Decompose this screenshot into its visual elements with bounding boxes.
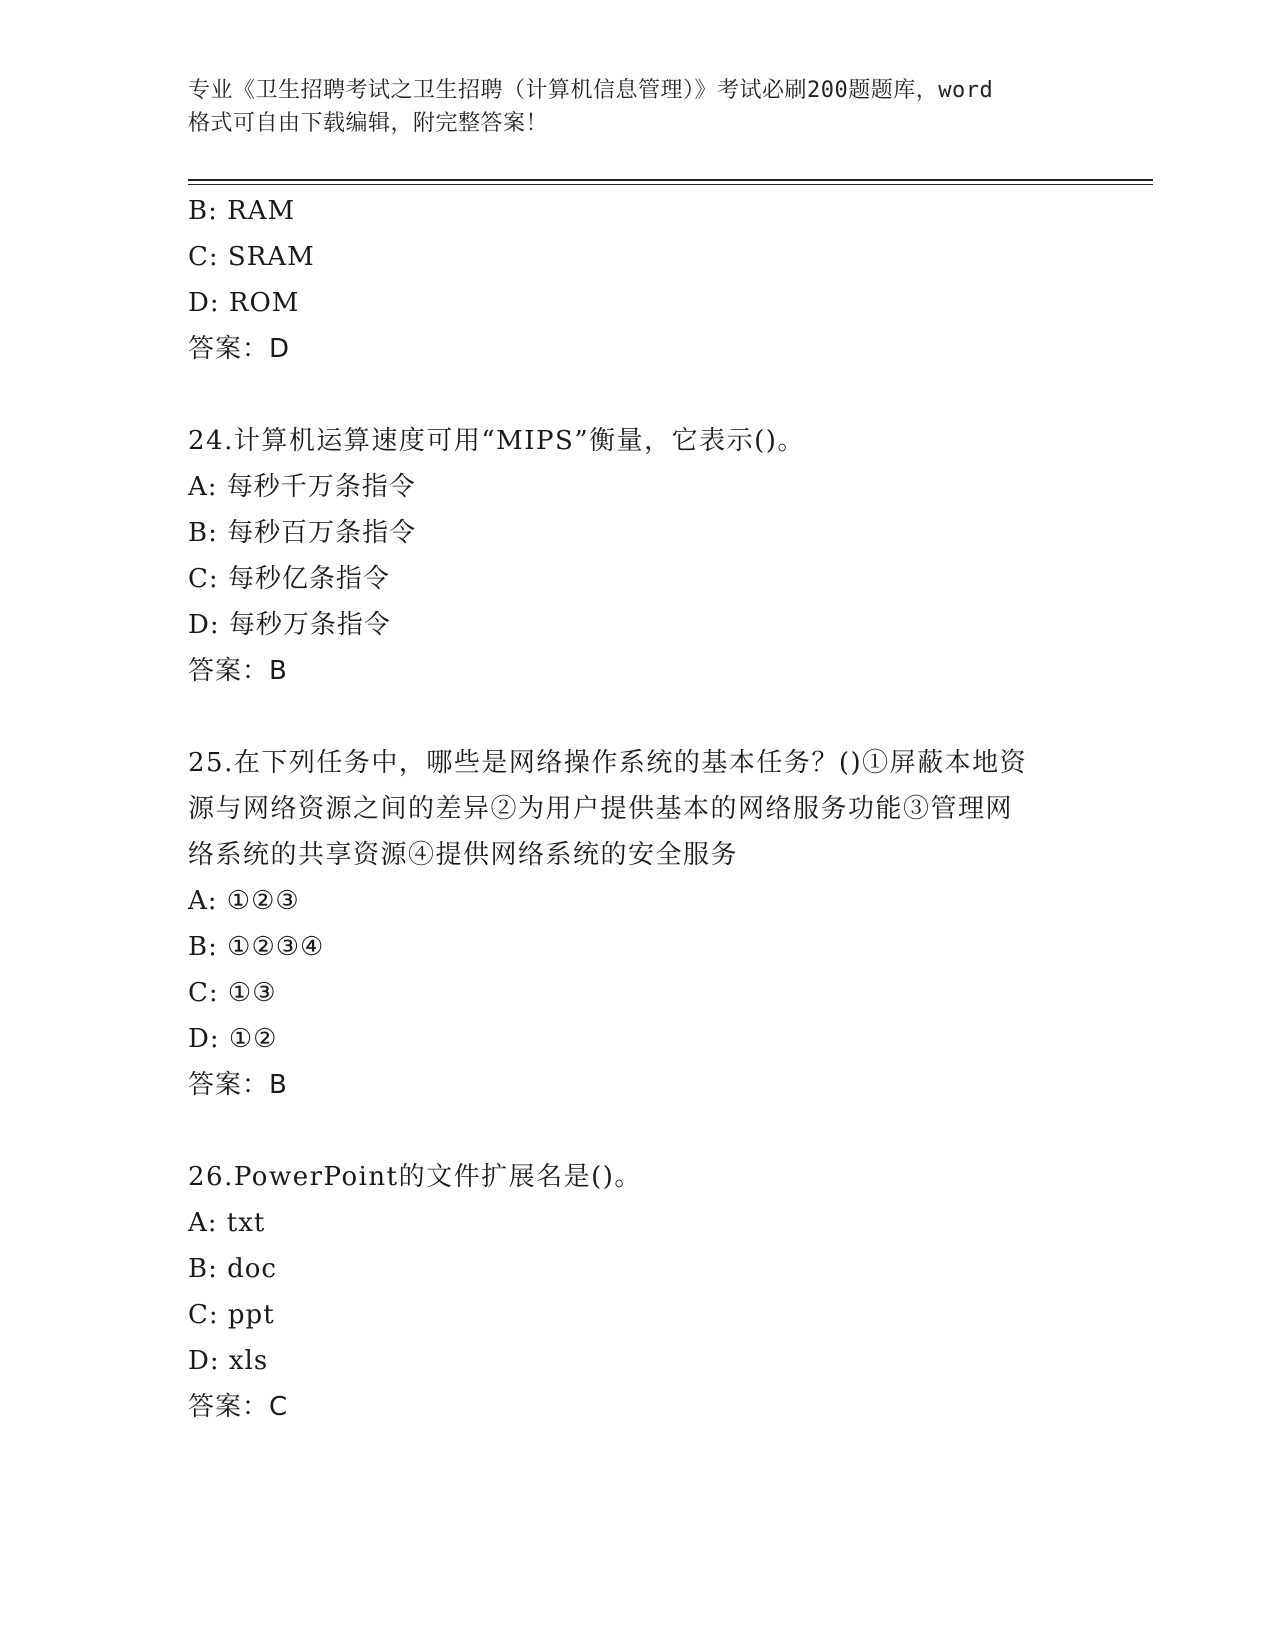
question-stem: 24.计算机运算速度可用“MIPS”衡量，它表示()。: [188, 426, 805, 456]
option-c: C: ppt: [188, 1300, 275, 1330]
question-stem: 26.PowerPoint的文件扩展名是()。: [188, 1162, 642, 1192]
option-c: C: SRAM: [188, 242, 315, 272]
question-26: [188, 1154, 1088, 1430]
answer-line: 答案：B: [188, 1070, 288, 1100]
answer-line: 答案：D: [188, 334, 291, 364]
question-24: [188, 418, 1088, 694]
option-d: D: ①②: [188, 1024, 278, 1054]
answer-line: 答案：C: [188, 1392, 289, 1422]
question-23: [188, 188, 1088, 372]
option-a: A: 每秒千万条指令: [188, 472, 416, 502]
answer-line: 答案：B: [188, 656, 288, 686]
question-stem-line-1: 25.在下列任务中，哪些是网络操作系统的基本任务？()①屏蔽本地资: [188, 748, 1028, 778]
option-a: A: txt: [188, 1208, 266, 1238]
question-list: [188, 188, 1088, 1430]
option-c: C: 每秒亿条指令: [188, 564, 390, 594]
header-title-line-1: 专业《卫生招聘考试之卫生招聘（计算机信息管理）》考试必刷200题题库，word: [188, 78, 994, 103]
question-25: [188, 740, 1088, 1108]
question-stem-line-2: 源与网络资源之间的差异②为用户提供基本的网络服务功能③管理网: [188, 794, 1014, 824]
option-b: B: doc: [188, 1254, 277, 1284]
question-stem-line-3: 络系统的共享资源④提供网络系统的安全服务: [188, 840, 739, 870]
option-c: C: ①③: [188, 978, 277, 1008]
option-d: D: ROM: [188, 288, 300, 318]
spacer: [188, 1108, 1088, 1154]
option-d: D: xls: [188, 1346, 269, 1376]
option-d: D: 每秒万条指令: [188, 610, 391, 640]
spacer: [188, 372, 1088, 418]
header-divider-thin: [188, 184, 1153, 185]
option-a: A: ①②③: [188, 886, 300, 916]
option-b: B: ①②③④: [188, 932, 325, 962]
option-b: B: 每秒百万条指令: [188, 518, 417, 548]
option-b: B: RAM: [188, 196, 296, 226]
header-divider-thick: [188, 179, 1153, 181]
document-header: [188, 74, 1088, 140]
spacer: [188, 694, 1088, 740]
header-title-line-2: 格式可自由下载编辑，附完整答案！: [188, 111, 549, 136]
